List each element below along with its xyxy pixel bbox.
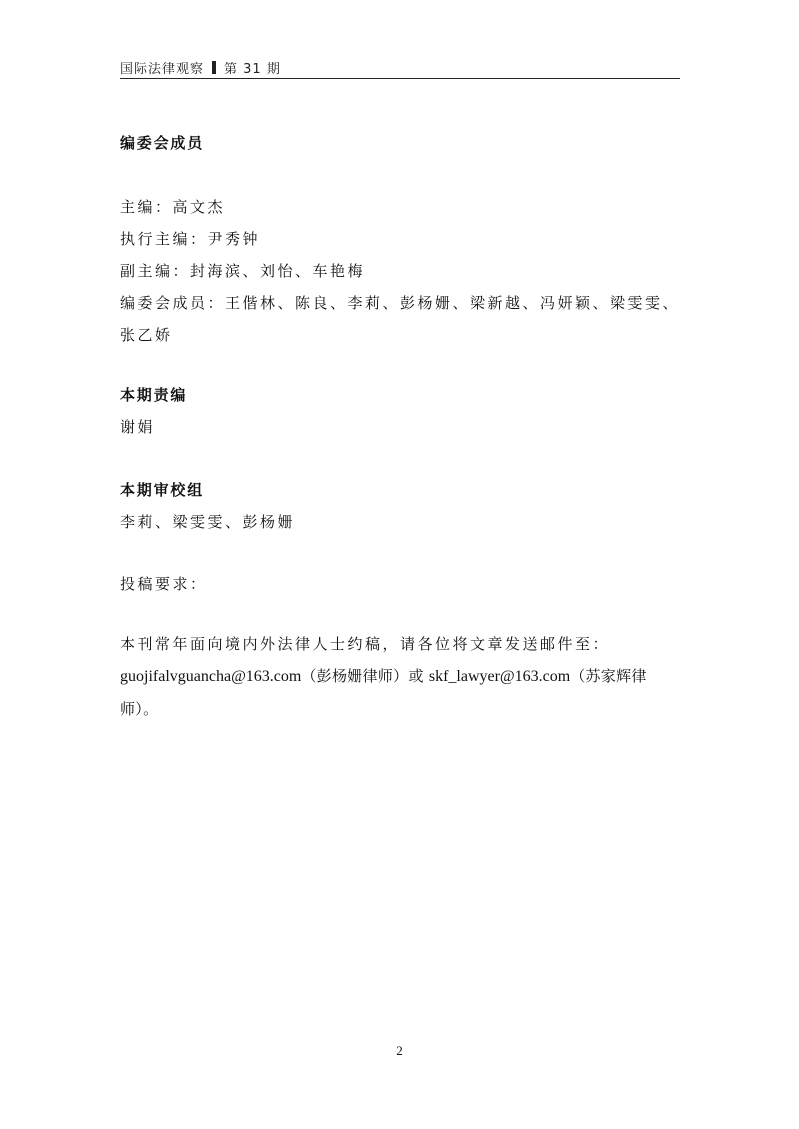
submission-intro: 本刊常年面向境内外法律人士约稿，请各位将文章发送邮件至： [120,635,611,653]
committee-section [120,127,680,159]
committee-list [120,191,680,351]
issue-editor-heading: 本期责编 [120,386,188,404]
issue-editor-name: 谢娟 [120,418,156,436]
running-header [120,58,680,79]
proofreading-names: 李莉、梁雯雯、彭杨姗 [120,513,296,531]
proofreading-section [120,474,680,538]
issue-editor-section [120,379,680,443]
executive-editor: 执行主编：尹秀钟 [120,230,261,248]
issue-number: 第 31 期 [224,62,281,77]
deputy-editors: 副主编：封海滨、刘怡、车艳梅 [120,262,366,280]
journal-title: 国际法律观察 [120,62,205,77]
page-number: 2 [396,1043,403,1058]
committee-members: 编委会成员：王偕林、陈良、李莉、彭杨姗、梁新越、冯妍颖、梁雯雯、张乙娇 [120,294,681,344]
contact-2: （苏家辉律师）。 [120,667,647,718]
submission-title: 投稿要求： [120,575,208,593]
email-link-1[interactable]: guojifalvguancha@163.com [120,668,302,685]
submission-contacts [120,660,680,725]
chief-editor: 主编：高文杰 [120,198,226,216]
separator-bar [212,61,216,74]
submission-section [120,628,680,725]
committee-heading: 编委会成员 [120,134,205,152]
email-link-2[interactable]: skf_lawyer@163.com [428,668,571,685]
proofreading-heading: 本期审校组 [120,481,205,499]
contact-1: （彭杨姗律师）或 [301,667,424,685]
submission-title-block [120,568,680,600]
